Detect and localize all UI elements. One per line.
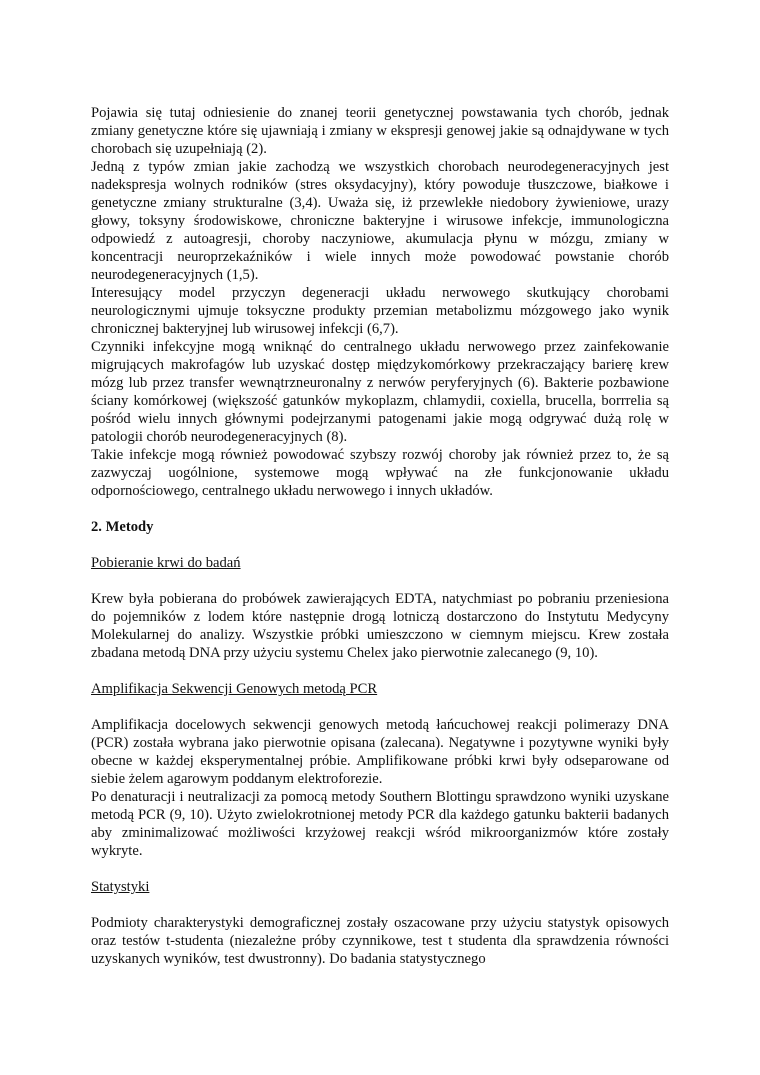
blood-collection-paragraph: Krew była pobierana do probówek zawierających EDTA, natychmiast po pobraniu przeniesiona do pojemników z lodem które następnie drogą lotniczą dostarczono do Instytutu Medycyny Molekularnej do analizy. Wszystkie próbki umieszczono w ciemnym miejscu. Krew została zbadana metodą DNA przy użyciu systemu Chelex jako pierwotnie zalecanego (9, 10). — [91, 591, 669, 661]
subheading-statistics: Statystyki — [91, 879, 150, 895]
spacer — [91, 662, 669, 680]
document-page — [91, 104, 669, 968]
intro-paragraph-4: Czynniki infekcyjne mogą wniknąć do centralnego układu nerwowego przez zainfekowanie migrujących makrofagów lub uzyskać dostęp międzykomórkowy przekraczający barierę krew mózg lub przez transfer wewnątrzneuronalny z nerwów peryferyjnych (6). Bakterie pozbawione ściany komórkowej (większość gatunków mykoplazm, chlamydii, coxiella, brucella, borrrelia są pośród wielu innych głównymi podejrzanymi patogenami jakie mogą odgrywać dużą rolę w patologii chorób neurodegeneracyjnych (8). — [91, 339, 669, 445]
spacer — [91, 698, 669, 716]
intro-paragraph-5: Takie infekcje mogą również powodować szybszy rozwój choroby jak również przez to, że są zazwyczaj uogólnione, systemowe mogą wpływać na złe funkcjonowanie układu odpornościowego, centralnego układu nerwowego i innych układów. — [91, 447, 669, 499]
pcr-paragraph-1: Amplifikacja docelowych sekwencji genowych metodą łańcuchowej reakcji polimerazy DNA (PCR) została wybrana jako pierwotnie opisana (zalecana). Negatywne i pozytywne wyniki były obecne w każdej eksperymentalnej próbie. Amplifikowane próbki krwi były odseparowane od siebie żelem agarowym poddanym elektroforezie. — [91, 717, 669, 787]
intro-paragraph-2: Jedną z typów zmian jakie zachodzą we wszystkich chorobach neurodegeneracyjnych jest nadekspresja wolnych rodników (stres oksydacyjny), który powoduje tłuszczowe, białkowe i genetyczne zmiany strukturalne (3,4). Uważa się, iż przewlekłe niedobory żywieniowe, urazy głowy, toksyny środowiskowe, chroniczne bakteryjne i wirusowe infekcje, immunologiczna odpowiedź z autoagresji, choroby naczyniowe, akumulacja płynu w mózgu, zmiany w koncentracji neuroprzekaźników i wiele innych może powodować powstanie chorób neurodegeneracyjnych (1,5). — [91, 159, 669, 283]
subheading-blood-collection: Pobieranie krwi do badań — [91, 555, 241, 571]
pcr-paragraph-2: Po denaturacji i neutralizacji za pomocą metody Southern Blottingu sprawdzono wyniki uzyskane metodą PCR (9, 10). Użyto zwielokrotnionej metody PCR dla każdego gatunku bakterii badanych aby zminimalizować możliwości krzyżowej reakcji wśród mikroorganizmów które zostały wykryte. — [91, 789, 669, 859]
spacer — [91, 572, 669, 590]
intro-paragraph-3: Interesujący model przyczyn degeneracji układu nerwowego skutkujący chorobami neurologicznymi ujmuje toksyczne produkty przemian metabolizmu mózgowego jako wynik chronicznej bakteryjnej lub wirusowej infekcji (6,7). — [91, 285, 669, 337]
spacer — [91, 536, 669, 554]
spacer — [91, 860, 669, 878]
subheading-pcr: Amplifikacja Sekwencji Genowych metodą PCR — [91, 681, 378, 697]
section-heading-methods: 2. Metody — [91, 519, 154, 535]
intro-paragraph-1: Pojawia się tutaj odniesienie do znanej teorii genetycznej powstawania tych chorób, jednak zmiany genetyczne które się ujawniają i zmiany w ekspresji genowej jakie są odnajdywane w tych chorobach się uzupełniają (2). — [91, 105, 669, 157]
spacer — [91, 500, 669, 518]
statistics-paragraph: Podmioty charakterystyki demograficznej zostały oszacowane przy użyciu statystyk opisowych oraz testów t-studenta (niezależne próby czynnikowe, test t studenta dla sprawdzenia równości uzyskanych wyników, test dwustronny). Do badania statystycznego — [91, 915, 669, 967]
spacer — [91, 896, 669, 914]
